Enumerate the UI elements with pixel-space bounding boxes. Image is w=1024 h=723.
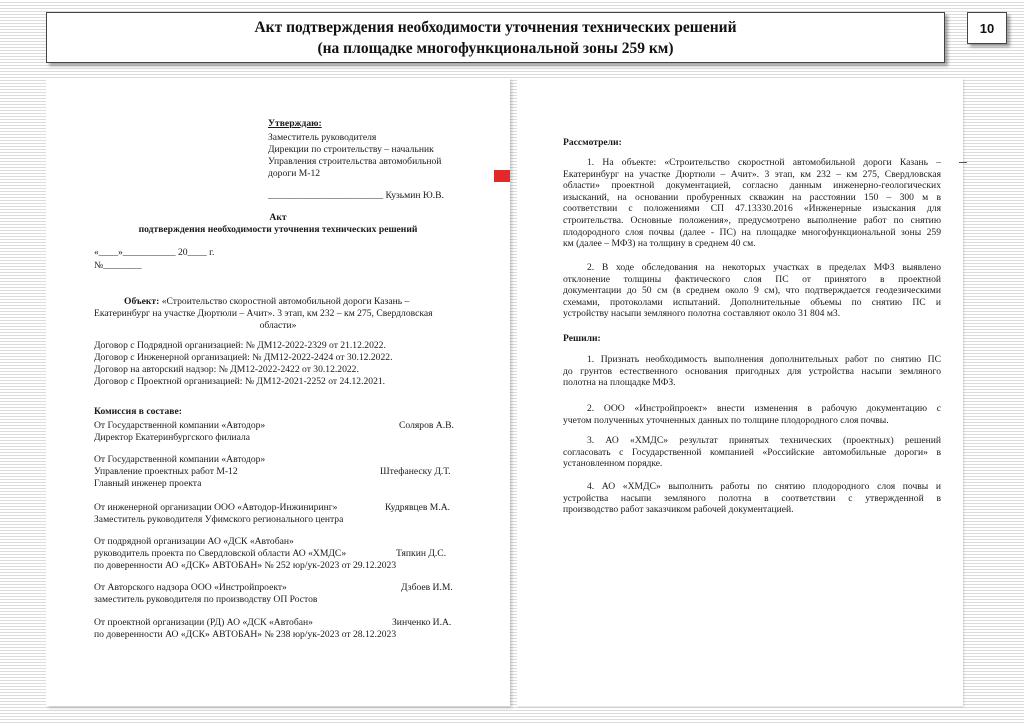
document-page-right [517,78,963,706]
member-name: Штефанеску Д.Т. [380,466,451,477]
member-role-line: От проектной организации (РД) АО «ДСК «Автобан» [94,617,313,628]
reviewed-item-2: 2. В ходе обследования на некоторых участках в пределах МФЗ выявлено отклонение толщины фактического слоя ПС от принятого в проектной документации до 50 см (в среднем около 9 см), что подтверждается геодезическими схемами, протоколами испытаний. Дополнительные объемы по снятию ПС и устройству насыпи земляного полотна составляют около 31 804 м3. [563,262,941,320]
member-role-line: по доверенности АО «ДСК» АВТОБАН» № 238 юр/ук-2023 от 28.12.2023 [94,629,397,640]
act-date-line: «____»___________ 20____ г. [94,247,215,258]
member-role-line: Управление проектных работ М-12 [94,466,238,477]
object-line: Объект: «Строительство скоростной автомобильной дороги Казань – [124,296,410,307]
decided-heading: Решили: [563,333,601,344]
member-role-line: От инженерной организации ООО «Автодор-Инжиниринг» [94,502,338,513]
decision-1: 1. Признать необходимость выполнения дополнительных работ по снятию ПС до грунтов естественного основания пригодных для устройства насыпи земляного полотна на площадке МФЗ. [563,354,941,389]
member-role-line: От Государственной компании «Автодор» [94,420,266,431]
act-subtitle: подтверждения необходимости уточнения технических решений [138,224,418,235]
slide-title [46,12,945,63]
approver-line: Дирекции по строительству – начальник [268,144,434,155]
object-line: Екатеринбург на участке Дюртюли – Ачит». 3 этап, км 232 – км 275, Свердловская [94,308,433,319]
decision-2: 2. ООО «Инстройпроект» внести изменения в рабочую документацию с учетом полученных уточненных данных по толщине плодородного слоя почвы. [563,403,941,426]
object-label: Объект: [124,296,160,307]
contract-line: Договор с Инженерной организацией: № ДМ12-2022-2424 от 30.12.2022. [94,352,393,363]
member-name: Зинченко И.А. [392,617,452,628]
member-name: Дзбоев И.М. [401,582,453,593]
approver-signature: ________________________ Кузьмин Ю.В. [268,190,444,201]
member-role-line: по доверенности АО «ДСК» АВТОБАН» № 252 юр/ук-2023 от 29.12.2023 [94,560,397,571]
contract-line: Договор на авторский надзор: № ДМ12-2022-2422 от 30.12.2022. [94,364,359,375]
member-role-line: Главный инженер проекта [94,478,202,489]
approver-line: Заместитель руководителя [268,132,377,143]
contract-line: Договор с Проектной организацией: № ДМ12-2021-2252 от 24.12.2021. [94,376,386,387]
approver-line: дороги М-12 [268,168,321,179]
member-name: Кудрявцев М.А. [385,502,451,513]
reviewed-heading: Рассмотрели: [563,137,622,148]
red-marker [494,170,510,182]
member-role-line: руководитель проекта по Свердловской области АО «ХМДС» [94,548,347,559]
approve-heading: Утверждаю: [268,118,322,129]
contract-line: Договор с Подрядной организацией: № ДМ12-2022-2329 от 21.12.2022. [94,340,386,351]
member-role-line: От Государственной компании «Автодор» [94,454,266,465]
slide-title-line-1: Акт подтверждения необходимости уточнения технических решений [254,18,737,36]
reviewed-item-1: 1. На объекте: «Строительство скоростной автомобильной дороги Казань – Екатеринбург на участке Дюртюли – Ачит». 3 этап, км 232 – км 275, Свердловская области» проектной документацией, согласно данным инженерно-геологических изысканий, на основании пробуренных скважин на расстоянии 150 – 300 м в соответствии с положениями СП 47.13330.2016 «Инженерные изыскания для строительства. Основные положения», предусмотрено выполнение работ по снятию плодородного слоя почвы (далее - ПС) на площадке многофункциональной зоны 259 км (далее – МФЗ) на толщину в среднем 40 см. [563,157,941,250]
commission-heading: Комиссия в составе: [94,406,182,417]
margin-tick-mark [959,162,967,163]
member-role-line: От подрядной организации АО «ДСК «Автобан» [94,536,294,547]
member-role-line: От Авторского надзора ООО «Инстройпроект» [94,582,287,593]
object-line: области» [259,320,297,331]
member-name: Соляров А.В. [399,420,454,431]
act-title: Акт [269,212,287,223]
decision-4: 4. АО «ХМДС» выполнить работы по снятию плодородного слоя почвы и устройства насыпи земляного полотна в соответствии с утвержденной в производство работ заказчиком рабочей документацией. [563,481,941,516]
document-page-left [46,78,510,706]
member-role-line: Заместитель руководителя Уфимского регионального центра [94,514,344,525]
slide-title-line-2: (на площадке многофункциональной зоны 259 км) [317,39,674,57]
member-role-line: Директор Екатеринбургского филиала [94,432,251,443]
member-name: Тяпкин Д.С. [396,548,447,559]
page-number: 10 [967,12,1007,44]
approver-line: Управления строительства автомобильной [268,156,442,167]
member-role-line: заместитель руководителя по производству ОП Ростов [94,594,318,605]
act-number-line: №________ [94,260,142,271]
decision-3: 3. АО «ХМДС» результат принятых технических (проектных) решений согласовать с Государственной компанией «Российские автомобильные дороги» в установленном порядке. [563,435,941,470]
